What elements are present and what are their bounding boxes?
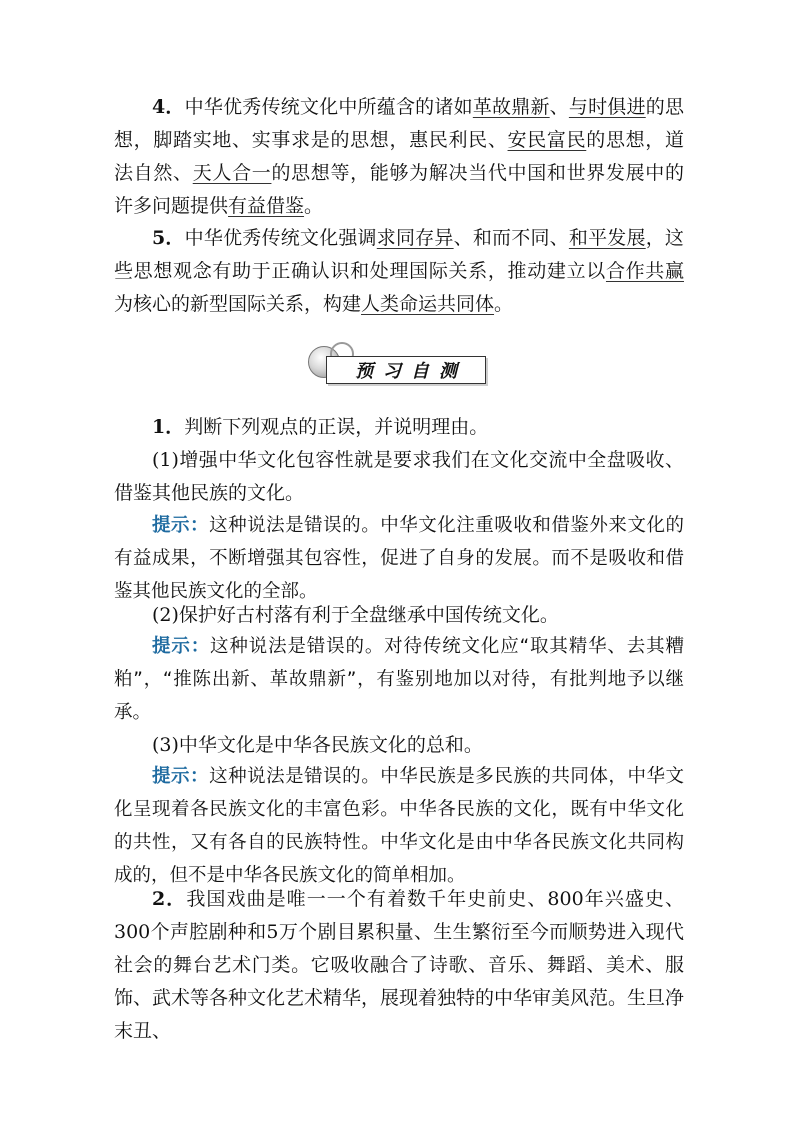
text-segment: 、和而不同、 bbox=[453, 227, 569, 249]
hint-text: 这种说法是错误的。中华文化注重吸收和借鉴外来文化的有益成果，不断增强其包容性，促进了自身的发展。而不是吸收和借鉴其他民族文化的全部。 bbox=[114, 515, 684, 602]
question-1-item-2 bbox=[114, 599, 684, 632]
text-segment: 的思想，道法自然、 bbox=[114, 129, 684, 184]
item-text: 保护好古村落有利于全盘继承中国传统文化。 bbox=[178, 604, 559, 626]
underlined-keyword: 和平发展 bbox=[568, 227, 646, 249]
underlined-keyword: 求同存异 bbox=[376, 227, 454, 249]
text-segment: 的思想，脚踏实地、实事求是的思想，惠民利民、 bbox=[114, 96, 684, 151]
text-segment: 。 bbox=[304, 195, 324, 217]
hint-1 bbox=[114, 509, 684, 608]
hint-text: 这种说法是错误的。中华民族是多民族的共同体，中华文化呈现着各民族文化的丰富色彩。中华各民族的文化，既有中华文化的共性，又有各自的民族特性。中华文化是由中华各民族文化共同构成的，但不是中华各民族文化的简单相加。 bbox=[114, 766, 684, 886]
underlined-keyword: 合作共赢 bbox=[605, 260, 684, 282]
section-title: 预习自测 bbox=[326, 356, 486, 384]
question-1 bbox=[114, 411, 684, 444]
hint-text: 这种说法是错误的。对待传统文化应“取其精华、去其糟粕”，“推陈出新、革故鼎新”，有鉴别地加以对待，有批判地予以继承。 bbox=[114, 636, 684, 723]
item-label: (1) bbox=[152, 449, 179, 471]
text-segment: ，这些思想观念有助于正确认识和处理国际关系，推动建立以 bbox=[114, 227, 684, 282]
underlined-keyword: 有益借鉴 bbox=[228, 195, 305, 217]
text-segment: 中华优秀传统文化中所蕴含的诸如 bbox=[184, 96, 473, 118]
item-text: 中华文化是中华各民族文化的总和。 bbox=[178, 734, 483, 756]
text-segment: 中华优秀传统文化强调 bbox=[184, 227, 377, 249]
paragraph-number: 4． bbox=[152, 96, 185, 118]
item-label: (2) bbox=[152, 604, 179, 626]
hint-label: 提示： bbox=[152, 766, 210, 787]
item-text: 增强中华文化包容性就是要求我们在文化交流中全盘吸收、借鉴其他民族的文化。 bbox=[114, 449, 684, 504]
section-header bbox=[304, 340, 494, 392]
intro-paragraph-4 bbox=[114, 91, 684, 223]
paragraph-number: 5． bbox=[152, 227, 185, 249]
hint-3 bbox=[114, 760, 684, 892]
hint-label: 提示： bbox=[152, 515, 210, 536]
underlined-keyword: 人类命运共同体 bbox=[361, 293, 495, 315]
question-number: 1． bbox=[152, 416, 185, 438]
underlined-keyword: 天人合一 bbox=[192, 162, 272, 184]
question-number: 2． bbox=[152, 888, 187, 910]
underlined-keyword: 与时俱进 bbox=[568, 96, 646, 118]
underlined-keyword: 革故鼎新 bbox=[472, 96, 550, 118]
question-2 bbox=[114, 883, 684, 1048]
question-1-item-1 bbox=[114, 444, 684, 510]
text-segment: 为核心的新型国际关系，构建 bbox=[114, 293, 362, 315]
intro-paragraph-5 bbox=[114, 222, 684, 321]
text-segment: 。 bbox=[494, 293, 514, 315]
question-text: 我国戏曲是唯一一个有着数千年史前史、800年兴盛史、300个声腔剧种和5万个剧目累积量、生生繁衍至今而顺势进入现代社会的舞台艺术门类。它吸收融合了诗歌、音乐、舞蹈、美术、服饰、武术等各种文化艺术精华，展现着独特的中华审美风范。生旦净末丑、 bbox=[114, 888, 685, 1042]
question-1-item-3 bbox=[114, 729, 684, 762]
item-label: (3) bbox=[152, 734, 179, 756]
question-text: 判断下列观点的正误，并说明理由。 bbox=[184, 416, 489, 438]
hint-label: 提示： bbox=[152, 636, 211, 657]
text-segment: 的思想等，能够为解决当代中国和世界发展中的许多问题提供 bbox=[114, 162, 684, 217]
underlined-keyword: 安民富民 bbox=[507, 129, 587, 151]
hint-2 bbox=[114, 630, 684, 729]
text-segment: 、 bbox=[549, 96, 569, 118]
